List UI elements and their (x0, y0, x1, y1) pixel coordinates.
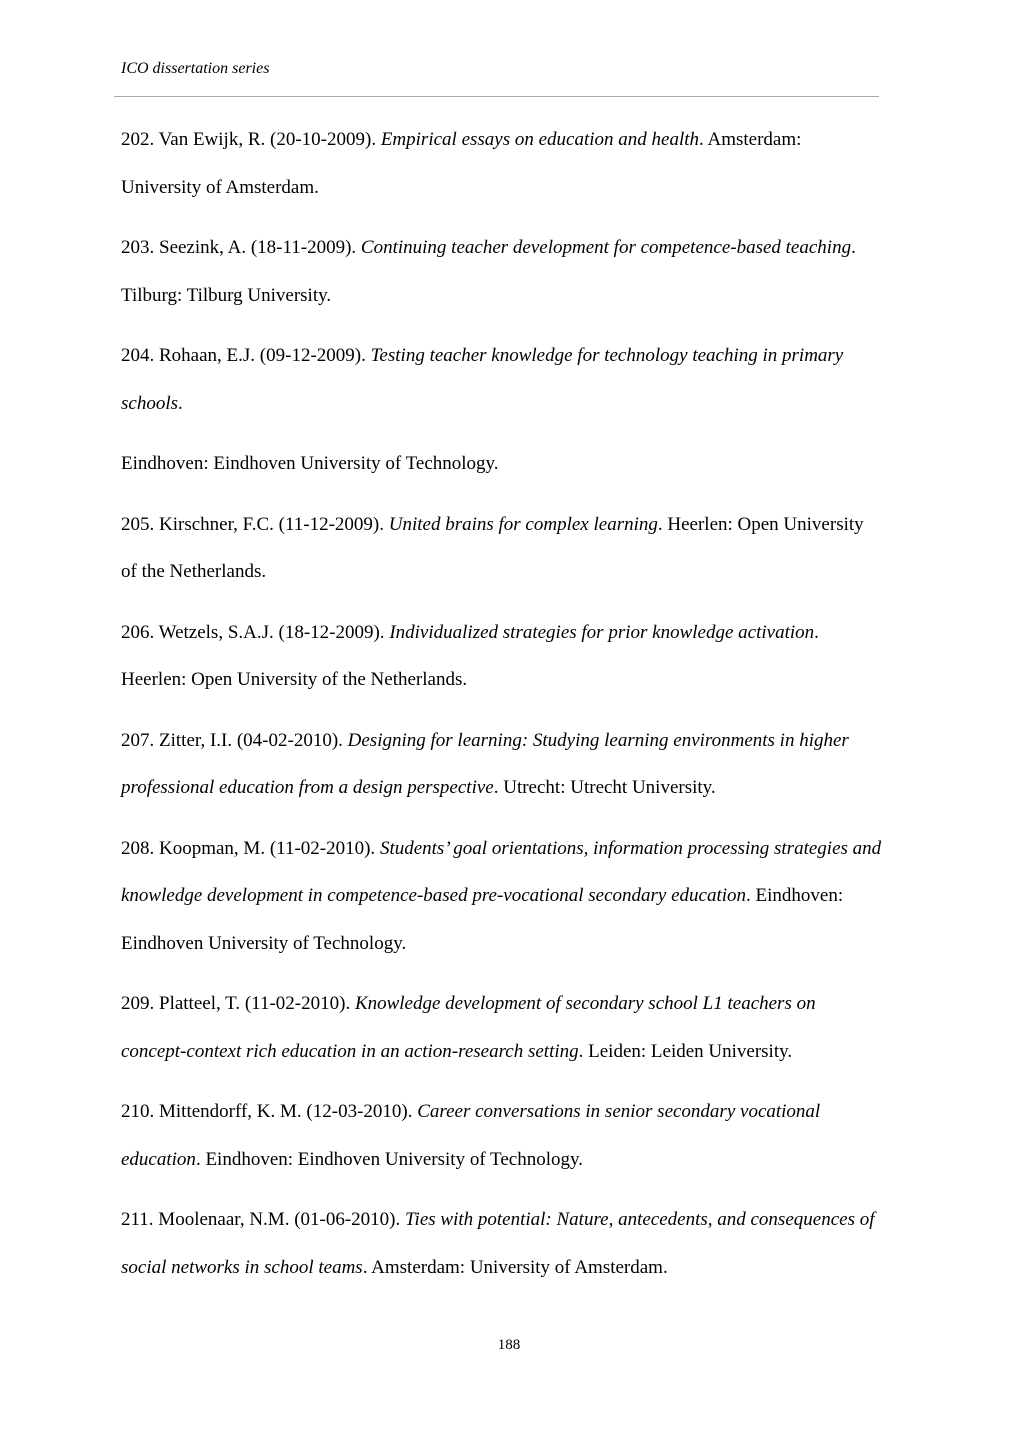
entry-publisher: . Heerlen: Open University of the Netherlands. (121, 621, 819, 690)
entry-title: Career conversations in senior secondary vocational education (121, 1101, 821, 1170)
entry-publisher: . Tilburg: Tilburg University. (121, 237, 856, 306)
header-divider (114, 96, 879, 97)
dissertation-entry-205 (121, 501, 883, 596)
entry-title: United brains for complex learning (388, 513, 658, 535)
entry-publisher-line: Eindhoven: Eindhoven University of Technology. (121, 453, 499, 474)
dissertation-entry-206 (121, 609, 883, 704)
entry-author-date: 206. Wetzels, S.A.J. (18-12-2009). (121, 621, 390, 643)
entry-author-date: 202. Van Ewijk, R. (20-10-2009). (121, 129, 381, 150)
entry-title: Continuing teacher development for competence-based teaching (360, 237, 852, 258)
dissertation-entry-209 (121, 980, 883, 1075)
entry-publisher: . Leiden: Leiden University. (578, 1040, 793, 1062)
entry-publisher: . Utrecht: Utrecht University. (493, 777, 716, 798)
entry-publisher: . Eindhoven: Eindhoven University of Technology. (121, 885, 844, 954)
dissertation-list (121, 116, 883, 1304)
entry-publisher: . Amsterdam: University of Amsterdam. (362, 1256, 668, 1278)
entry-publisher: . Heerlen: Open University of the Netherlands. (121, 513, 864, 582)
entry-title: Knowledge development of secondary school L1 teachers on concept-context rich education in an action-research setting (121, 993, 816, 1062)
entry-title: Designing for learning: Studying learning environments in higher professional education from a design perspective (121, 729, 849, 798)
dissertation-entry-204-publisher (121, 440, 883, 488)
entry-author-date: 203. Seezink, A. (18-11-2009). (121, 237, 361, 258)
entry-author-date: 204. Rohaan, E.J. (09-12-2009). (121, 345, 371, 366)
entry-title: Testing teacher knowledge for technology teaching in primary schools (121, 345, 844, 414)
entry-author-date: 208. Koopman, M. (11-02-2010). (121, 837, 380, 859)
entry-author-date: 211. Moolenaar, N.M. (01-06-2010). (121, 1209, 406, 1230)
entry-author-date: 209. Platteel, T. (11-02-2010). (121, 993, 355, 1014)
dissertation-entry-208 (121, 825, 883, 968)
entry-title: Ties with potential: Nature, antecedents, and consequences of social networks in school teams (121, 1209, 875, 1278)
entry-author-date: 205. Kirschner, F.C. (11-12-2009). (121, 513, 389, 535)
entry-publisher: . (178, 392, 183, 414)
dissertation-entry-211 (121, 1196, 883, 1291)
dissertation-entry-203 (121, 224, 883, 319)
page-number: 188 (497, 1337, 521, 1353)
entry-title: Students’ goal orientations, information processing strategies and knowledge development in competence-based pre-vocational secondary education (121, 837, 882, 906)
entry-author-date: 210. Mittendorff, K. M. (12-03-2010). (121, 1101, 418, 1122)
entry-title: Individualized strategies for prior knowledge activation (389, 621, 815, 643)
entry-publisher: . Amsterdam: University of Amsterdam. (121, 129, 802, 198)
running-header: ICO dissertation series (121, 60, 270, 77)
entry-author-date: 207. Zitter, I.I. (04-02-2010). (121, 729, 348, 751)
dissertation-entry-207 (121, 717, 883, 812)
dissertation-entry-202 (121, 116, 883, 211)
dissertation-entry-210 (121, 1088, 883, 1183)
entry-title: Empirical essays on education and health (380, 129, 700, 150)
dissertation-entry-204 (121, 332, 883, 427)
entry-publisher: . Eindhoven: Eindhoven University of Technology. (195, 1148, 583, 1170)
